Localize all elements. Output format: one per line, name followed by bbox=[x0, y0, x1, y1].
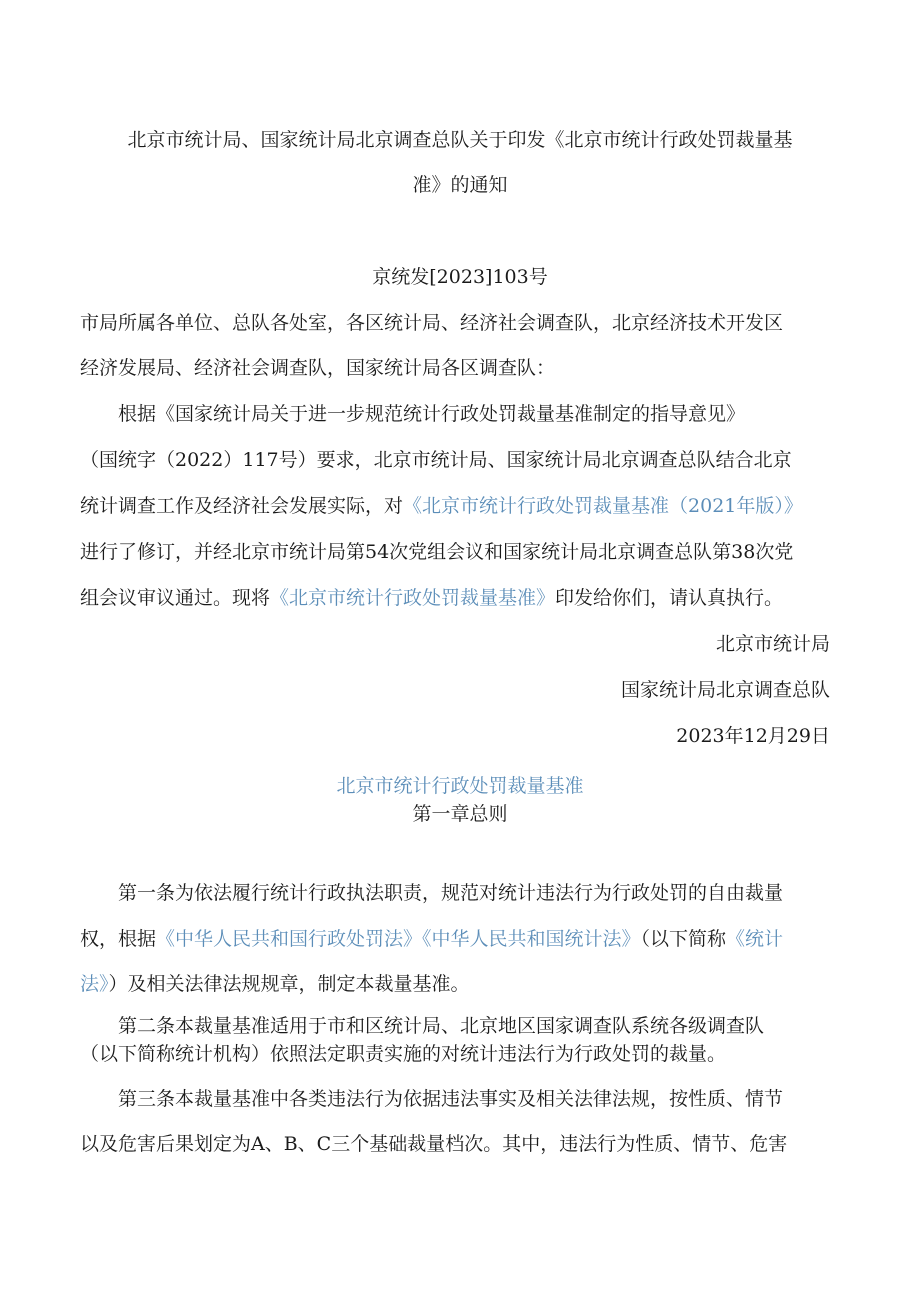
body-paragraph-line-3 bbox=[80, 497, 803, 516]
article-1-line-3 bbox=[80, 975, 470, 994]
body-text: 权，根据 bbox=[80, 928, 157, 950]
body-text: 印发给你们，请认真执行。 bbox=[555, 587, 784, 609]
statistics-law-link-cont[interactable]: 法》 bbox=[80, 973, 109, 995]
article-1-line-2 bbox=[80, 930, 783, 949]
article-3-line-2: 以及危害后果划定为A、B、C三个基础裁量档次。其中，违法行为性质、情节、危害 bbox=[80, 1133, 788, 1155]
standard-title[interactable]: 北京市统计行政处罚裁量基准 bbox=[336, 775, 584, 797]
body-text: 组会议审议通过。现将 bbox=[80, 587, 271, 609]
body-paragraph-line-5 bbox=[80, 589, 783, 608]
body-paragraph-line-2: （国统字（2022）117号）要求，北京市统计局、国家统计局北京调查总队结合北京 bbox=[80, 449, 792, 471]
article-2-line-1: 第二条本裁量基准适用于市和区统计局、北京地区国家调查队系统各级调查队 bbox=[118, 1015, 765, 1037]
article-1-line-1: 第一条为依法履行统计行政执法职责，规范对统计违法行为行政处罚的自由裁量 bbox=[118, 882, 784, 904]
signature-date: 2023年12月29日 bbox=[676, 725, 830, 747]
body-text: （以下简称 bbox=[640, 928, 727, 950]
body-text: ）及相关法律法规规章，制定本裁量基准。 bbox=[108, 973, 470, 995]
article-2-line-2: （以下简称统计机构）依照法定职责实施的对统计违法行为行政处罚的裁量。 bbox=[80, 1043, 727, 1065]
article-3-line-1: 第三条本裁量基准中各类违法行为依据违法事实及相关法律法规，按性质、情节 bbox=[118, 1088, 784, 1110]
law-links[interactable]: 《中华人民共和国行政处罚法》《中华人民共和国统计法》 bbox=[156, 928, 641, 950]
body-paragraph-line-4: 进行了修订，并经北京市统计局第54次党组会议和国家统计局北京调查总队第38次党 bbox=[80, 541, 794, 563]
notice-title-line-1: 北京市统计局、国家统计局北京调查总队关于印发《北京市统计行政处罚裁量基 bbox=[127, 129, 793, 151]
recipients-line-2: 经济发展局、经济社会调查队，国家统计局各区调查队： bbox=[80, 357, 556, 379]
document-number: 京统发[2023]103号 bbox=[372, 266, 548, 288]
body-text: 统计调查工作及经济社会发展实际，对 bbox=[80, 495, 404, 517]
body-paragraph-line-1: 根据《国家统计局关于进一步规范统计行政处罚裁量基准制定的指导意见》 bbox=[118, 403, 746, 425]
notice-title-line-2: 准》的通知 bbox=[412, 174, 508, 196]
standard-2021-link[interactable]: 《北京市统计行政处罚裁量基准（2021年版）》 bbox=[403, 495, 803, 517]
chapter-heading: 第一章总则 bbox=[412, 803, 508, 825]
recipients-line-1: 市局所属各单位、总队各处室，各区统计局、经济社会调查队，北京经济技术开发区 bbox=[80, 312, 784, 334]
signature-org-2: 国家统计局北京调查总队 bbox=[620, 679, 830, 701]
statistics-law-link[interactable]: 《统计 bbox=[726, 928, 784, 950]
standard-link[interactable]: 《北京市统计行政处罚裁量基准》 bbox=[270, 587, 556, 609]
signature-org-1: 北京市统计局 bbox=[715, 633, 830, 655]
